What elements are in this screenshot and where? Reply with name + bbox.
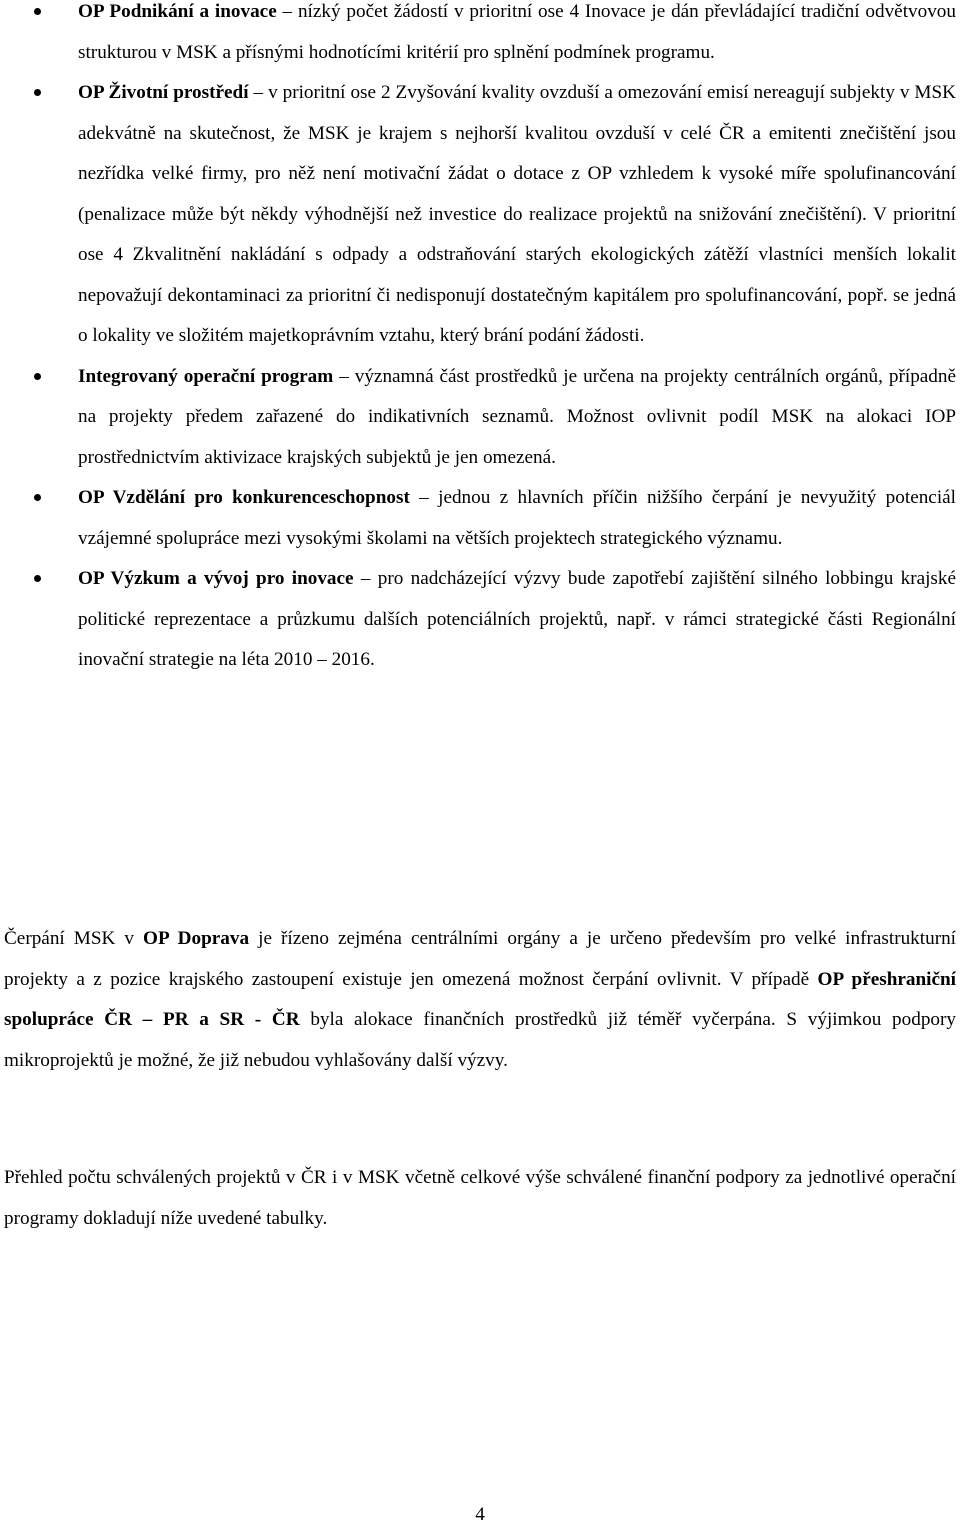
bullet-text: jednou z hlavních příčin nižšího čerpání je nevyužitý potenciál vzájemné spolupráce mezi vysokými školami na větších projektech strategického významu. <box>78 487 957 549</box>
bullet-op-vyzkum <box>0 559 956 681</box>
bullet-op-podnikani <box>0 0 956 73</box>
paragraph-text: Přehled počtu schválených projektů v ČR i v MSK včetně celkové výše schválené finanční podpory za jednotlivé operační programy dokladují níže uvedené tabulky. <box>4 1167 956 1229</box>
paragraph-bold: OP přeshraniční spolupráce ČR – PR a SR - ČR <box>4 968 956 1030</box>
bullet-text: nízký počet žádostí v prioritní ose 4 Inovace je dán převládající tradiční odvětvovou strukturou v MSK a přísnými hodnotícími kritérií pro splnění podmínek programu. <box>78 1 956 63</box>
bullet-op-zivotni-prostredi <box>0 73 956 357</box>
bullet-dash: – <box>333 365 355 387</box>
bullet-op-vzdelani <box>0 478 956 559</box>
bullet-text: významná část prostředků je určena na projekty centrálních orgánů, případně na projekty předem zařazené do indikativních seznamů. Možnost ovlivnit podíl MSK na alokaci IOP prostřednictvím aktivizace krajských subjektů je jen omezená. <box>78 365 957 468</box>
paragraph-bold: OP Doprava <box>143 928 250 949</box>
bullet-text: v prioritní ose 2 Zvyšování kvality ovzduší a omezování emisí nereagují subjekty v MSK adekvátně na skutečnost, že MSK je krajem s nejhorší kvalitou ovzduší v celé ČR a emitenti znečištění jsou nezřídka velké firmy, pro něž není motivační žádat o dotace z OP vzhledem k vysoké míře spolufinancování (penalizace může být někdy výhodnější než investice do realizace projektů na snižování znečištění). V prioritní ose 4 Zkvalitnění nakládání s odpady a odstraňování starých ekologických zátěží vlastníci menších lokalit nepovažují dekontaminaci za prioritní či nedisponují dostatečným kapitálem pro spolufinancování, popř. se jedná o lokality ve složitém majetkoprávním vztahu, který brání podání žádosti. <box>78 82 957 346</box>
bullet-title: OP Podnikání a inovace <box>78 1 277 22</box>
operational-programs-list <box>0 0 956 681</box>
bullet-title: OP Výzkum a vývoj pro inovace <box>78 568 354 589</box>
paragraph-op-doprava <box>4 919 956 1081</box>
page-number: 4 <box>475 1504 485 1525</box>
paragraph-text: Čerpání MSK v <box>4 928 144 949</box>
bullet-dash: – <box>248 82 269 103</box>
bullet-dash: – <box>409 487 439 508</box>
paragraph-text: byla alokace finančních prostředků již téměř vyčerpána. S výjimkou podpory mikroprojektů je možné, že již nebudou vyhlašovány další výzvy. <box>4 1009 956 1071</box>
paragraph-text: je řízeno zejména centrálními orgány a je určeno především pro velké infrastrukturní projekty a z pozice krajského zastoupení existuje jen omezená možnost čerpání ovlivnit. V případě <box>4 928 957 990</box>
bullet-iop <box>0 357 956 479</box>
bullet-title: OP Životní prostředí <box>78 82 249 103</box>
paragraph-tables-intro <box>4 1158 956 1239</box>
bullet-dash: – <box>353 568 378 589</box>
bullet-title: OP Vzdělání pro konkurenceschopnost <box>78 487 410 508</box>
bullet-dash: – <box>276 1 298 22</box>
bullet-title: Integrovaný operační program <box>78 365 334 387</box>
bullet-text: pro nadcházející výzvy bude zapotřebí zajištění silného lobbingu krajské politické reprezentace a průzkumu dalších potenciálních projektů, např. v rámci strategické části Regionální inovační strategie na léta 2010 – 2016. <box>78 568 957 670</box>
